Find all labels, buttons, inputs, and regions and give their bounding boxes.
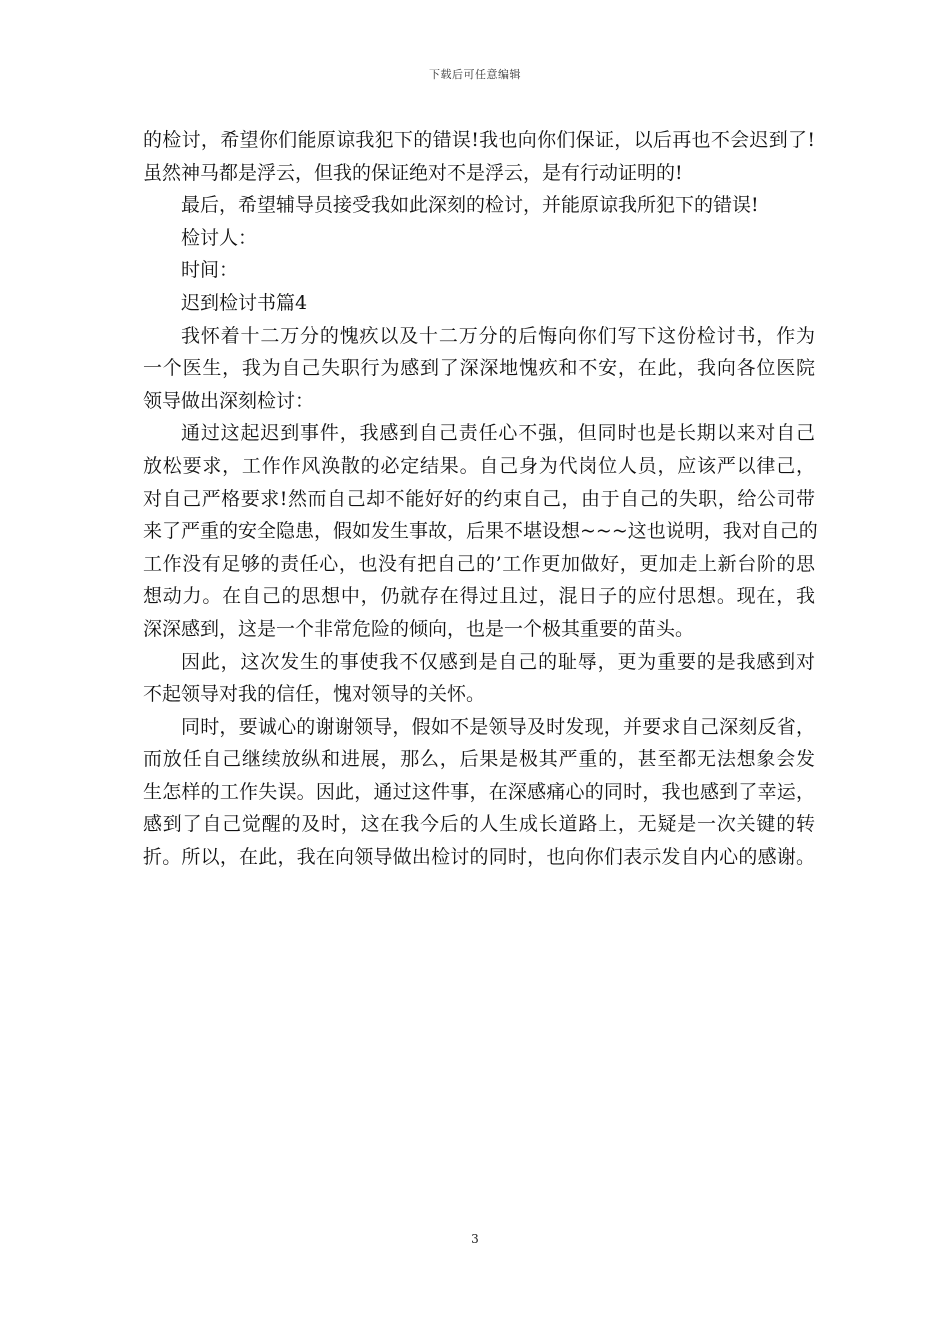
document-body — [143, 124, 818, 874]
text-line: 生怎样的工作失误。因此，通过这件事，在深感痛心的同时，我也感到了幸运， — [143, 780, 815, 803]
date-label: 时间： — [181, 259, 239, 282]
page-header: 下载后可任意编辑 — [429, 68, 521, 81]
text-line: 我怀着十二万分的愧疚以及十二万分的后悔向你们写下这份检讨书，作为 — [181, 324, 815, 347]
text-line: 同时，要诚心的谢谢领导，假如不是领导及时发现，并要求自己深刻反省， — [181, 715, 815, 738]
text-line: 深深感到，这是一个非常危险的倾向，也是一个极其重要的苗头。 — [143, 617, 695, 640]
text-line: 想动力。在自己的思想中，仍就存在得过且过，混日子的应付思想。现在，我 — [143, 585, 815, 608]
text-line: 折。所以，在此，我在向领导做出检讨的同时，也向你们表示发自内心的感谢。 — [143, 846, 815, 869]
text-line: 一个医生，我为自己失职行为感到了深深地愧疚和不安，在此，我向各位医院 — [143, 357, 815, 380]
text-line: 放松要求，工作作风涣散的必定结果。自己身为代岗位人员，应该严以律己， — [143, 454, 815, 477]
text-line: 领导做出深刻检讨： — [143, 389, 315, 412]
text-line: 感到了自己觉醒的及时，这在我今后的人生成长道路上，无疑是一次关键的转 — [143, 813, 815, 836]
text-line: 工作没有足够的责任心，也没有把自己的’工作更加做好，更加走上新台阶的思 — [143, 552, 815, 575]
text-line: 来了严重的安全隐患，假如发生事故，后果不堪设想~~~这也说明，我对自己的 — [143, 520, 818, 543]
signer-label: 检讨人： — [181, 226, 258, 249]
text-line: 对自己严格要求!然而自己却不能好好的约束自己，由于自己的失职，给公司带 — [143, 487, 815, 510]
page-number: 3 — [471, 1232, 479, 1246]
text-line: 虽然神马都是浮云，但我的保证绝对不是浮云，是有行动证明的! — [143, 161, 683, 184]
section-heading: 迟到检讨书篇4 — [181, 291, 308, 314]
text-line: 通过这起迟到事件，我感到自己责任心不强，但同时也是长期以来对自己 — [181, 422, 815, 445]
text-line: 因此，这次发生的事使我不仅感到是自己的耻辱，更为重要的是我感到对 — [181, 650, 815, 673]
text-line: 最后，希望辅导员接受我如此深刻的检讨，并能原谅我所犯下的错误! — [181, 194, 759, 217]
text-line: 而放任自己继续放纵和进展，那么，后果是极其严重的，甚至都无法想象会发 — [143, 748, 815, 771]
text-line: 的检讨，希望你们能原谅我犯下的错误!我也向你们保证，以后再也不会迟到了! — [143, 129, 815, 151]
text-line: 不起领导对我的信任，愧对领导的关怀。 — [143, 683, 486, 706]
